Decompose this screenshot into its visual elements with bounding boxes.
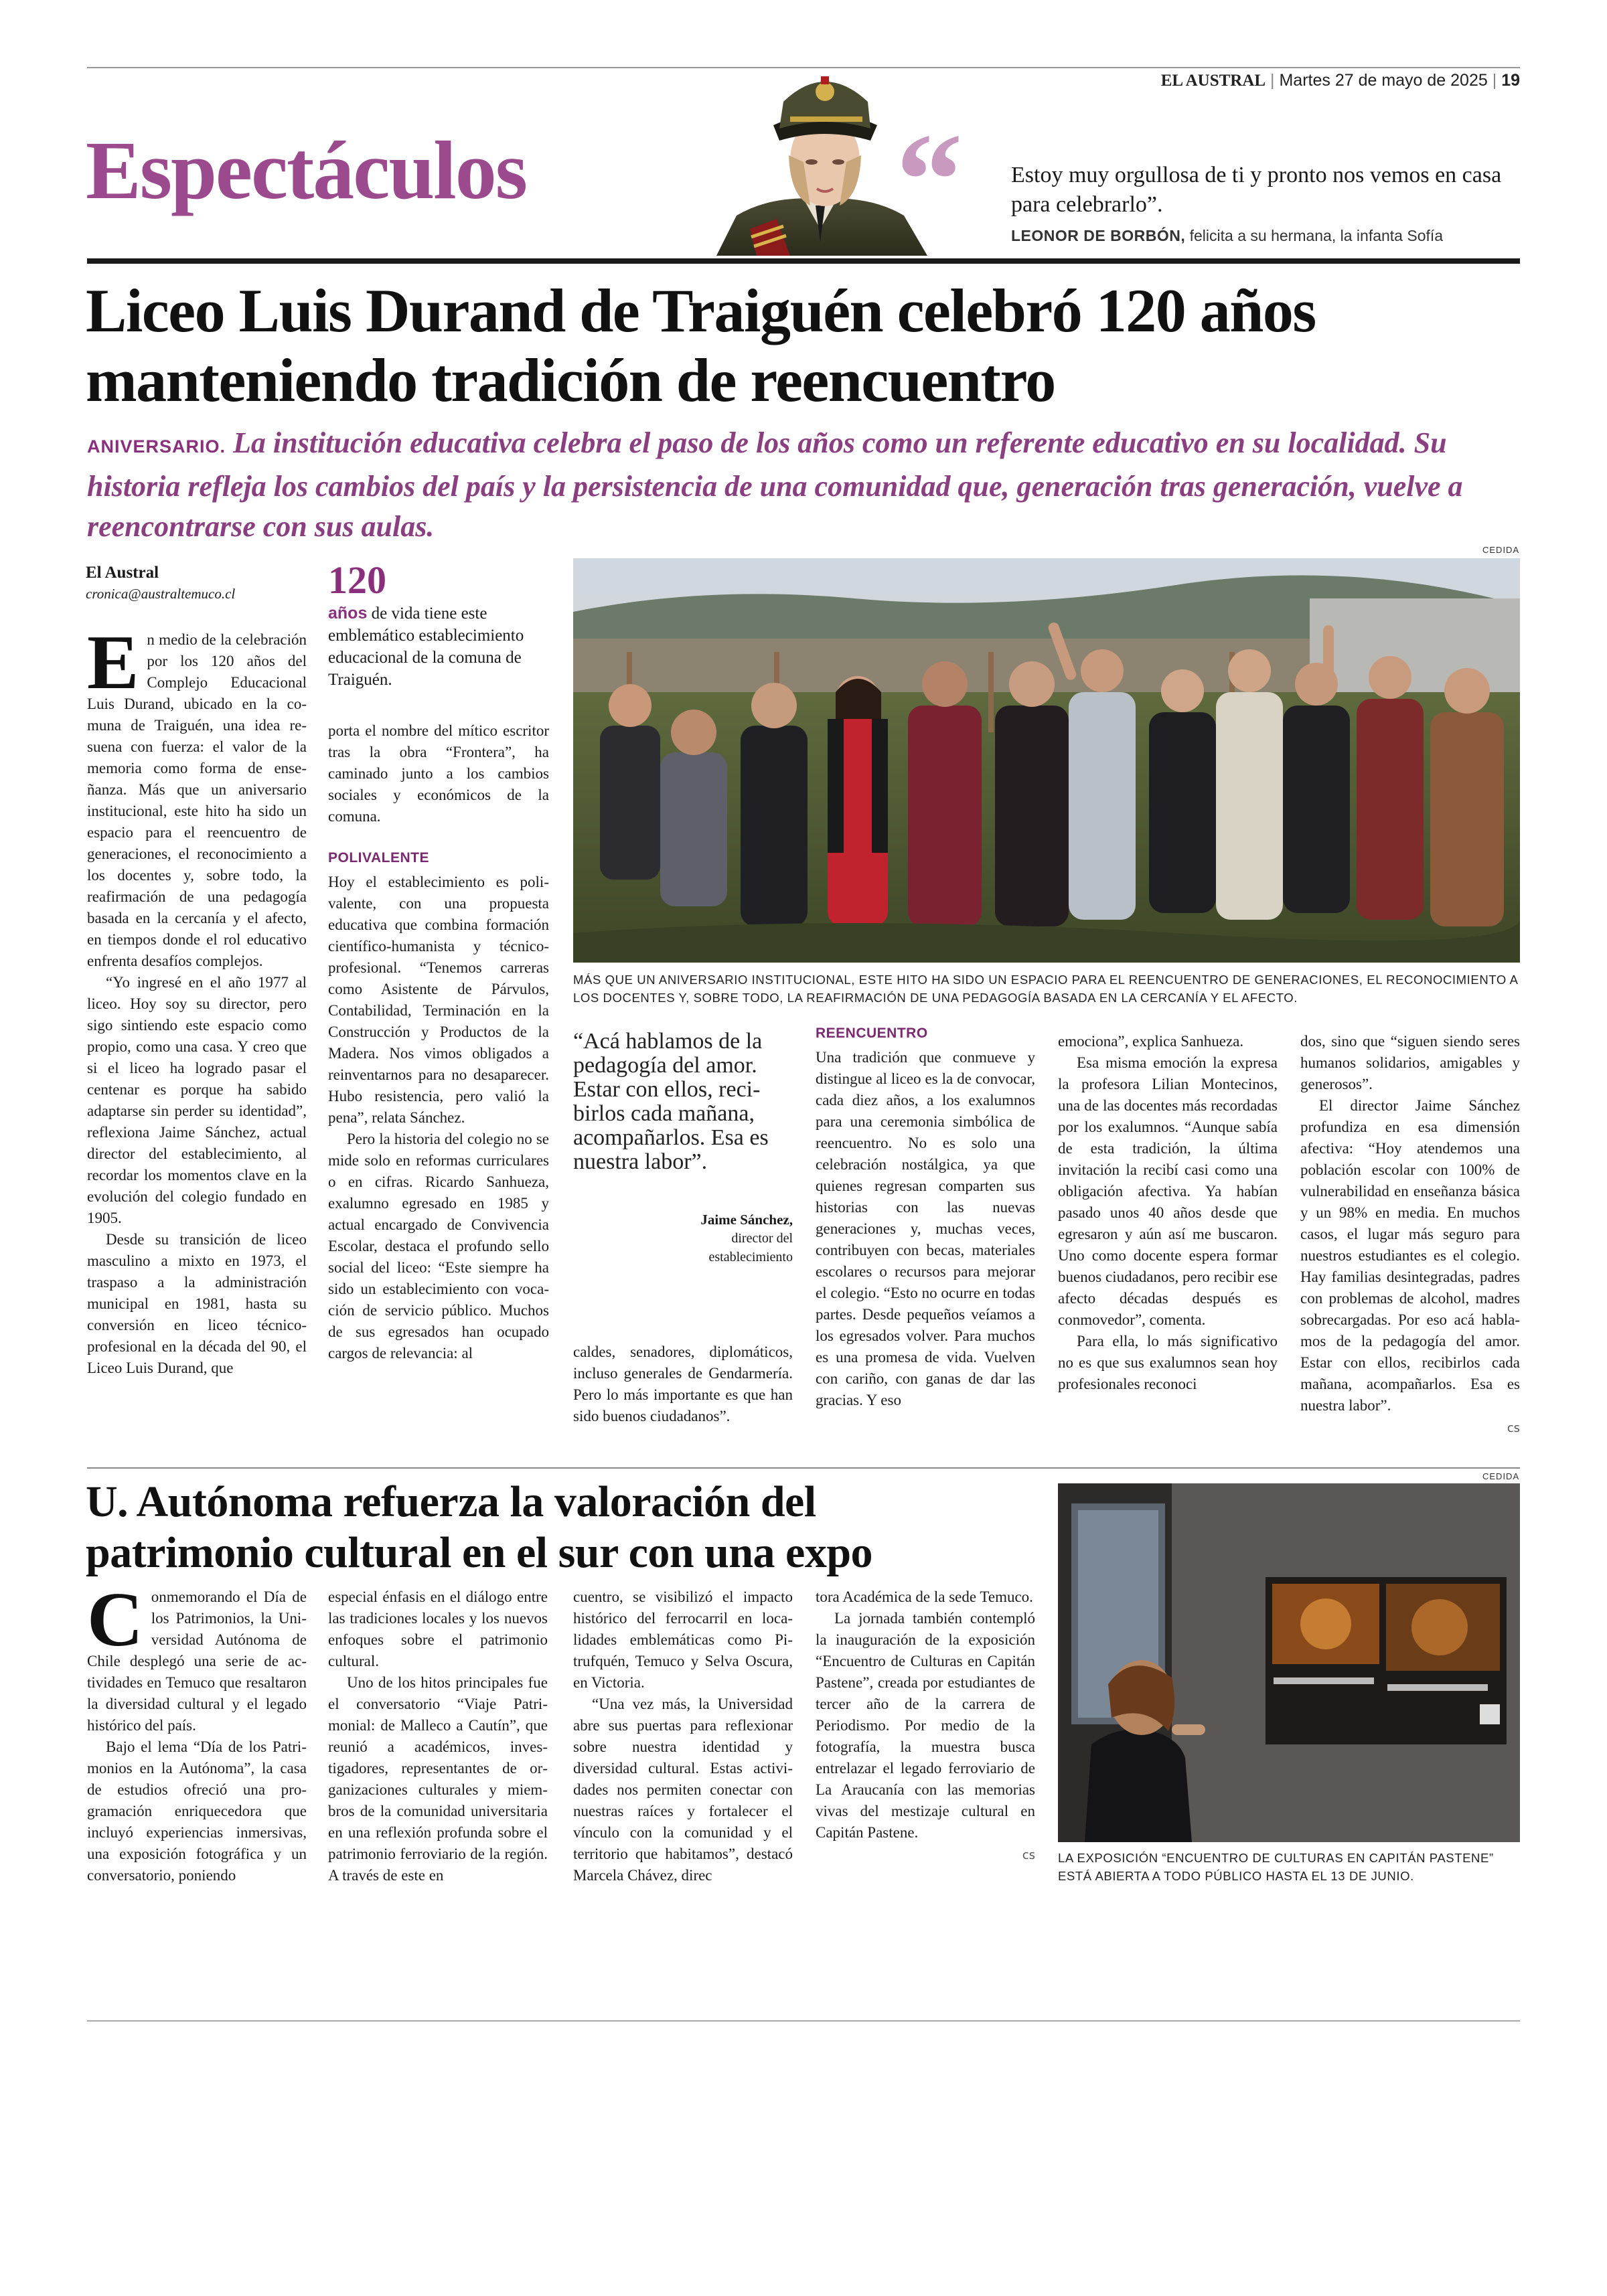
quote-author: LEONOR DE BORBÓN, bbox=[1011, 227, 1186, 244]
article1-byline bbox=[86, 562, 235, 604]
article2-col1 bbox=[87, 1577, 307, 1886]
pull-quote-text: “Acá hablamos de la pedagogía del amor. Estar con ellos, recibirlos cada mañana, acompañarlos. Esa es nuestra labor”. bbox=[573, 1029, 769, 1174]
quote-context: felicita a su hermana, la infanta Sofía bbox=[1189, 227, 1444, 244]
article2-dropcap: C bbox=[87, 1577, 143, 1663]
article2-photo-caption: LA EXPOSICIÓN “ENCUENTRO DE CULTURAS EN CAPITÁN PASTENE” ESTÁ ABIERTA A TODO PÚBLICO HASTA EL 13 DE JUNIO. bbox=[1058, 1851, 1494, 1883]
article1-col5 bbox=[1058, 1031, 1278, 1395]
article1-col6-p2: El director Jaime Sánchez profundiza en esa dimensión afectiva: “Hoy atendemos una población escolar con 100% de vulnerabilidad en enseñanza básica y un 98% en media. En muchos casos, el lugar más seguro para nuestros estudiantes es el colegio. Hay familias desintegradas, padres con problemas de alcohol, madres sobrecargadas. Por eso acá hablamos de la pedagogía del amor. Estar con ellos, recibirlos cada mañana, acompañarlos. Esa es nuestra labor”. bbox=[1300, 1097, 1520, 1414]
stat-number: 120 bbox=[328, 558, 386, 602]
article1-col6 bbox=[1300, 1031, 1520, 1439]
article1-dropcap: E bbox=[87, 620, 139, 706]
article-separator bbox=[87, 1467, 1520, 1469]
article1-col5-p1: emociona”, explica Sanhueza. bbox=[1058, 1033, 1244, 1050]
article2-col4 bbox=[816, 1586, 1035, 1866]
article1-subhead-reencuentro: REENCUENTRO bbox=[816, 1026, 928, 1041]
article1-col3 bbox=[573, 1341, 793, 1427]
issue-date: Martes 27 de mayo de 2025 bbox=[1279, 71, 1488, 90]
stat-text: de vida tiene este emblemático establecimiento educacional de la comuna de Traiguén. bbox=[328, 604, 524, 689]
article1-col1-p3: Desde su transición de liceo masculino a mixto en 1973, el traspaso a la administración municipal en 1981, hasta su conversión en liceo técnico-profesional en la década del 90, el Liceo Luis Durand, que bbox=[87, 1231, 307, 1376]
newspaper-name: EL AUSTRAL bbox=[1160, 72, 1266, 90]
group-photo bbox=[573, 558, 1520, 963]
article1-kicker: ANIVERSARIO. bbox=[87, 436, 226, 457]
article2-col4-p1: tora Académica de la sede Temuco. bbox=[816, 1588, 1033, 1605]
byline-email: cronica@australtemuco.cl bbox=[86, 586, 236, 602]
article1-col2 bbox=[328, 720, 549, 1364]
page-number: 19 bbox=[1501, 71, 1520, 90]
article1-deck-text: La institución educativa celebra el paso de los años como un referente educativo en su localidad. Su historia refleja los cambios del país y la persistencia de una comunidad que, generación tras generación, vuelve a reencontrarse con sus aulas. bbox=[87, 426, 1463, 543]
section-title: Espectáculos bbox=[86, 125, 526, 216]
byline-name: El Austral bbox=[86, 564, 159, 582]
article1-col4 bbox=[816, 1023, 1035, 1411]
article2-col2 bbox=[328, 1586, 548, 1886]
article1-col5-p2: Esa misma emoción la expresa la profesora Lilian Montecinos, una de las docentes más recordadas por los exalumnos. “Aunque sabía de esta tradición, la última invitación la recibí casi como una obligación afectiva. Ya habían pasado unos 40 años desde que egresaron y aún así me buscaron. Uno como docente espera formar buenos ciudadanos, pero recibir ese afecto décadas después es conmovedor”, comenta. bbox=[1058, 1054, 1278, 1328]
article2-headline: U. Autónoma refuerza la valoración del patrimonio cultural en el sur con una expo bbox=[86, 1477, 873, 1577]
header-quote-attribution bbox=[1011, 224, 1520, 248]
article2-col3 bbox=[573, 1586, 793, 1886]
article2-col2-p2: Uno de los hitos principales fue el conversatorio “Viaje Patrimonial: de Malleco a Cautín”, que reunió a académicos, investigadores, representantes de organizaciones culturales y miembros de la comunidad universitaria en una reflexión profunda sobre el patrimonio ferroviario de la región. A través de este en bbox=[328, 1674, 548, 1884]
article1-deck bbox=[87, 423, 1520, 547]
article1-col2-p2: Hoy el establecimiento es polivalente, con una propuesta educativa que combina formación científico-humanista y técnico-profesional. “Tenemos carreras como Asistente de Párvulos, Contabilidad, Terminación en la Construcción y Productos de la Madera. Nos vimos obligados a reinventarnos para no desaparecer. Hubo resistencia, pero valió la pena”, relata Sánchez. bbox=[328, 874, 549, 1126]
article1-col6-p1: dos, sino que “siguen siendo seres humanos solidarios, amigables y generosos”. bbox=[1300, 1033, 1520, 1092]
article1-subhead-polivalente: POLIVALENTE bbox=[328, 850, 429, 866]
article2-col4-p2: La jornada también contempló la inauguración de la exposición “Encuentro de Culturas en Capitán Pastene”, creada por estudiantes de tercer año de la carrera de Periodismo. Por medio de la fotografía, la muestra busca entrelazar el legado ferroviario de La Araucanía con las memorias vivas del mestizaje cultural en Capitán Pastene. bbox=[816, 1610, 1035, 1841]
article1-headline: Liceo Luis Durand de Traiguén celebró 120 años manteniendo tradición de reencuentro bbox=[86, 276, 1316, 414]
article1-col3-p1: caldes, senadores, diplomáticos, incluso generales de Gendarmería. Pero lo más importante es que han sido buenos ciudadanos”. bbox=[573, 1343, 793, 1424]
article2-col1-p1: onmemorando el Día de los Patrimonios, la Universidad Autónoma de Chile desplegó una serie de actividades en Temuco que resaltaron la diversidad cultural y el legado histórico del país. bbox=[87, 1588, 307, 1734]
article1-photo-caption: MÁS QUE UN ANIVERSARIO INSTITUCIONAL, ESTE HITO HA SIDO UN ESPACIO PARA EL REENCUENTRO DE GENERACIONES, EL RECONOCIMIENTO A LOS DOCENTES Y, SOBRE TODO, LA REAFIRMACIÓN DE UNA PEDAGOGÍA BASADA EN LA CERCANÍA Y EL AFECTO. bbox=[573, 973, 1518, 1005]
pull-quote bbox=[573, 1030, 793, 1266]
article1-col2-p3: Pero la historia del colegio no se mide solo en reformas curriculares o en cifras. Ricardo Sanhueza, exalumno egresado en 1985 y actual encargado de Convivencia Escolar, destaca el profundo sello social del liceo: “Este siempre ha sido un establecimiento con vocación de servicio público. Muchos de sus egresados han ocupado cargos de relevancia: al bbox=[328, 1131, 549, 1362]
article2-col2-p1: especial énfasis en el diálogo entre las tradiciones locales y los nuevos enfoques sobre el patrimonio cultural. bbox=[328, 1588, 548, 1669]
article2-col3-p1: cuentro, se visibilizó el impacto histórico del ferrocarril en localidades emblemáticas como Pitrufquén, Temuco y Selva Oscura, en Victoria. bbox=[573, 1588, 793, 1691]
article2-photo-credit: CEDIDA bbox=[1482, 1471, 1520, 1481]
article1-col2-p1: porta el nombre del mítico escritor tras la obra “Frontera”, ha caminado junto a los cambios sociales y económicos de la comuna. bbox=[328, 722, 549, 825]
pull-quote-author: Jaime Sánchez, bbox=[700, 1212, 793, 1228]
article1-end-mark: cs bbox=[1507, 1421, 1520, 1435]
header-thick-rule bbox=[87, 258, 1520, 264]
article1-col4-p1: Una tradición que conmueve y distingue al liceo es la de convocar, cada diez años, a los exalumnos para una ceremonia simbólica de reencuentro. No es solo una celebración nostálgica, ya que quienes regresan comparten sus historias con las nuevas generaciones y, muchas veces, contribuyen con becas, materiales escolares o recursos para mejorar el colegio. “Esto no ocurre en todas partes. Desde pequeños veíamos a los egresados volver. Para muchos es una promesa de vida. Vuelven con cariño, con ganas de dar las gracias. Y eso bbox=[816, 1049, 1035, 1408]
quote-mark-icon: “ bbox=[896, 106, 963, 254]
stat-box bbox=[328, 558, 529, 691]
pull-quote-role: director del establecimiento bbox=[708, 1231, 793, 1264]
article1-photo-credit: CEDIDA bbox=[1482, 545, 1520, 555]
header-quote-text: Estoy muy orgullosa de ti y pronto nos vemos en casa para celebrarlo”. bbox=[1011, 163, 1502, 217]
article1-col5-p3: Para ella, lo más significativo no es que sus exalumnos sean hoy profesionales reconoci bbox=[1058, 1333, 1278, 1392]
stat-label: años bbox=[328, 604, 368, 623]
page-header-info: EL AUSTRAL | Martes 27 de mayo de 2025 | 19 bbox=[1160, 71, 1520, 90]
header-quote bbox=[1011, 161, 1520, 248]
article2-col1-p2: Bajo el lema “Día de los Patrimonios en la Autónoma”, la casa de estudios ofreció una programación enriquecedora que incluyó experiencias inmersivas, una exposición fotográfica y un conversatorio, poniendo bbox=[87, 1738, 307, 1884]
article2-col3-p2: “Una vez más, la Universidad abre sus puertas para reflexionar sobre nuestra identidad y diversidad cultural. Estas actividades nos permiten conectar con nuestras raíces y fortalecer el vínculo con la comunidad y el territorio que habitamos”, destacó Marcela Chávez, direc bbox=[573, 1696, 793, 1884]
exhibition-photo bbox=[1058, 1483, 1520, 1842]
article1-col1-p1: n medio de la celebración por los 120 años del Complejo Educacional Luis Durand, ubicado en la comuna de Traiguén, una idea resuena con fuerza: el valor de la memoria como forma de enseñanza. Más que un aniversario institucional, este hito ha sido un espacio para el reencuentro de generaciones, el reconocimiento a los docentes y, sobre todo, la reafirmación de una pedagogía basada en la cercanía y el afecto, en tiempos donde el rol educativo enfrenta desafíos complejos. bbox=[87, 631, 307, 969]
bottom-rule bbox=[87, 2020, 1520, 2022]
article1-col1 bbox=[87, 620, 307, 1379]
article2-end-mark: cs bbox=[1022, 1848, 1035, 1862]
article1-col1-p2: “Yo ingresé en el año 1977 al liceo. Hoy soy su director, pero sigo sintiendo este espacio como propio, como una casa. Y creo que si el liceo ha logrado pasar el centenar es porque ha sabido adaptarse sin perder su identidad”, reflexiona Jaime Sánchez, actual director del establecimiento, al recordar los momentos clave en la evolución del colegio fundado en 1905. bbox=[87, 974, 307, 1226]
